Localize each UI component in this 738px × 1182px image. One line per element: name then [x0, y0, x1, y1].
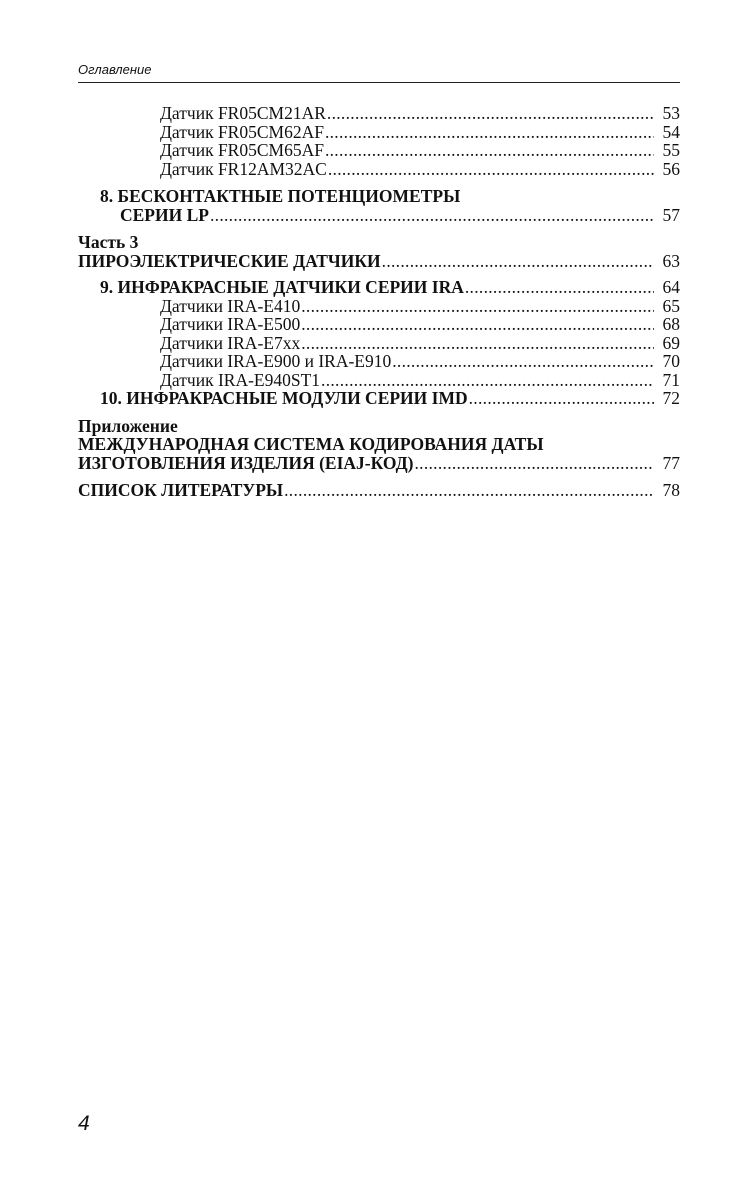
toc-entry-page: 57	[662, 204, 680, 225]
toc-entry-title: 9. ИНФРАКРАСНЫЕ ДАТЧИКИ СЕРИИ IRA	[100, 277, 464, 297]
dot-leader	[469, 389, 654, 408]
toc-entry-title: ИЗГОТОВЛЕНИЯ ИЗДЕЛИЯ (EIAJ-КОД)	[78, 452, 414, 473]
toc-entry-title: Датчики IRA-E410	[160, 295, 301, 316]
toc-chapter8	[78, 206, 680, 225]
dot-leader	[301, 315, 654, 334]
toc-entry-ira-e940st1	[78, 371, 680, 390]
toc-entry-title: Датчики IRA-E500	[160, 314, 301, 334]
toc-entry-page: 68	[662, 314, 680, 334]
dot-leader	[327, 104, 654, 123]
dot-leader	[284, 481, 654, 500]
dot-leader	[210, 206, 654, 225]
toc-entry-page: 77	[662, 452, 680, 473]
header-rule	[78, 82, 680, 83]
toc-entry-page: 71	[662, 369, 680, 390]
page-number: 4	[78, 1112, 90, 1135]
toc-entry-title: Датчик FR05CM62AF	[160, 121, 324, 142]
dot-leader	[325, 141, 654, 160]
toc-entry-fr05cm65af	[78, 141, 680, 160]
toc-chapter10	[78, 389, 680, 408]
toc-entry-ira-e410	[78, 297, 680, 316]
toc-part3	[78, 252, 680, 271]
toc-entry-page: 56	[662, 158, 680, 179]
toc-entry-page: 64	[662, 277, 680, 297]
toc-entry-title: Датчики IRA-E7xx	[160, 332, 301, 353]
toc-entry-title: Датчик FR12AM32AC	[160, 158, 327, 179]
toc-entry-fr12am32ac	[78, 160, 680, 179]
dot-leader	[301, 297, 654, 316]
dot-leader	[392, 352, 654, 371]
toc-entry-page: 53	[662, 103, 680, 123]
toc-entry-ira-e500	[78, 315, 680, 334]
toc-entry-fr05cm62af	[78, 123, 680, 142]
toc-entry-page: 69	[662, 332, 680, 353]
toc-appendix-label: Приложение	[78, 415, 178, 436]
toc-entry-title: Датчик FR05CM65AF	[160, 140, 324, 160]
toc-entry-title: Датчик IRA-E940ST1	[160, 369, 321, 390]
toc-entry-title: 10. ИНФРАКРАСНЫЕ МОДУЛИ СЕРИИ IMD	[100, 388, 468, 408]
dot-leader	[321, 371, 654, 390]
dot-leader	[328, 160, 654, 179]
toc-entry-page: 72	[662, 388, 680, 408]
dot-leader	[465, 278, 654, 297]
toc-entry-title: Датчик FR05CM21AR	[160, 103, 326, 123]
toc-entry-title: ПИРОЭЛЕКТРИЧЕСКИЕ ДАТЧИКИ	[78, 250, 381, 271]
toc-entry-title: СПИСОК ЛИТЕРАТУРЫ	[78, 480, 284, 500]
toc-appendix	[78, 454, 680, 473]
toc-chapter9	[78, 278, 680, 297]
dot-leader	[414, 454, 654, 473]
toc-entry-page: 63	[662, 250, 680, 271]
toc-entry-page: 54	[662, 121, 680, 142]
toc-entry-title: СЕРИИ LP	[120, 204, 209, 225]
toc-part3-label: Часть 3	[78, 232, 139, 252]
toc-references	[78, 481, 680, 500]
toc-entry-page: 65	[662, 295, 680, 316]
toc-entry-ira-e7xx	[78, 334, 680, 353]
toc-entry-fr05cm21ar	[78, 104, 680, 123]
toc-appendix-line1: МЕЖДУНАРОДНАЯ СИСТЕМА КОДИРОВАНИЯ ДАТЫ	[78, 434, 544, 454]
table-of-contents	[78, 104, 680, 500]
toc-entry-ira-e900	[78, 352, 680, 371]
toc-entry-page: 78	[662, 480, 680, 500]
toc-chapter8-line1: 8. БЕСКОНТАКТНЫЕ ПОТЕНЦИОМЕТРЫ	[100, 186, 461, 206]
dot-leader	[325, 123, 654, 142]
toc-entry-page: 70	[662, 351, 680, 371]
dot-leader	[382, 252, 654, 271]
toc-entry-page: 55	[662, 140, 680, 160]
toc-entry-title: Датчики IRA-E900 и IRA-E910	[160, 351, 392, 371]
dot-leader	[301, 334, 654, 353]
running-head-title: Оглавление	[78, 62, 152, 77]
